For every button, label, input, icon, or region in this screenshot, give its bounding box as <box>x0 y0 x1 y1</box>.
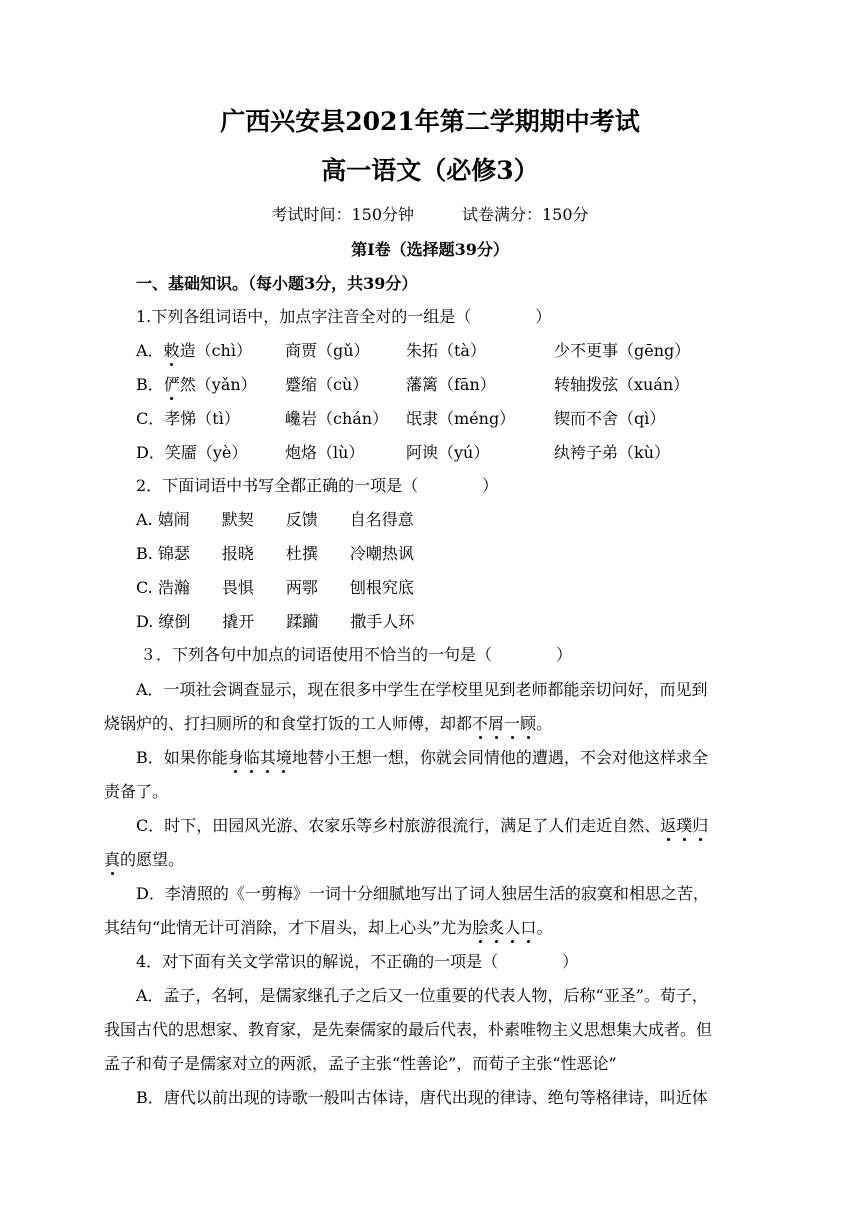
q4-option-a-line3: 孟子和荀子是儒家对立的两派，孟子主张“性善论”，而荀子主张“性恶论” <box>104 1054 617 1073</box>
exam-subtitle: 高一语文（必修3） <box>321 156 539 185</box>
q2-stem: 2．下面词语中书写全都正确的一项是（ ） <box>136 476 499 495</box>
q1-option-a-col4: 少不更事（gēng） <box>554 341 691 360</box>
q2-option-c: C. 浩瀚 畏惧 两鄂 刨根究底 <box>136 578 414 597</box>
q3-option-c-line2 <box>104 850 184 870</box>
sentence-text: 。 <box>536 714 553 733</box>
emphasis-char: 一 <box>504 714 521 733</box>
dotted-phrase: 真 <box>104 850 121 869</box>
q4-option-a-line2: 我国古代的思想家、教育家，是先秦儒家的最后代表，朴素唯物主义思想集大成者。但 <box>104 1020 713 1039</box>
q1-option-b-col1 <box>136 375 257 395</box>
q1-option-c-col2: 巉岩（chán） <box>285 409 389 428</box>
q2-option-d: D. 缭倒 撬开 蹂躏 撒手人环 <box>136 612 415 631</box>
dotted-phrase <box>472 714 536 733</box>
pinyin-text: 然（yǎn） <box>179 375 257 394</box>
pinyin-text: （tì） <box>196 409 240 428</box>
option-label: C． <box>136 409 165 428</box>
dotted-char: 敕 <box>163 341 180 360</box>
q3-option-c-line1 <box>136 816 708 836</box>
q1-option-a-col2: 商贾（gǔ） <box>285 341 370 360</box>
q3-option-d-line2 <box>104 918 552 938</box>
emphasis-char: 其 <box>259 748 276 767</box>
sentence-text: 烧锅炉的、打扫厕所的和食堂打饭的工人师傅，却都 <box>104 714 473 733</box>
q3-option-b-line1 <box>136 748 708 768</box>
emphasis-char: 境 <box>275 748 292 767</box>
emphasis-char: 人 <box>504 918 521 937</box>
q1-option-d-col4: 纨袴子弟（kù） <box>554 443 671 462</box>
q1-option-d-col1 <box>136 443 247 463</box>
sentence-text: C．时下，田园风光游、农家乐等乡村旅游很流行，满足了人们走近自然、 <box>136 816 661 835</box>
q4-stem: 4．对下面有关文学常识的解说，不正确的一项是（ ） <box>136 952 579 971</box>
option-label: A． <box>136 341 164 360</box>
volume-title: 第Ⅰ卷（选择题39分） <box>351 240 509 259</box>
q1-option-a-col3: 朱拓（tà） <box>406 341 486 360</box>
q1-option-b-col3: 藩篱（fān） <box>406 375 496 394</box>
q1-option-d-col3: 阿谀（yú） <box>406 443 490 462</box>
sentence-text: B．如果你能 <box>136 748 228 767</box>
q2-option-a: A. 嬉闹 默契 反馈 自名得意 <box>136 510 414 529</box>
pinyin-text: （yè） <box>196 443 248 462</box>
emphasis-char: 炙 <box>488 918 505 937</box>
option-label: D． <box>136 443 165 462</box>
q1-option-c-col4: 锲而不舍（qì） <box>554 409 666 428</box>
exam-title: 广西兴安县2021年第二学期期中考试 <box>220 107 640 136</box>
q4-option-a-line1: A．孟子，名轲，是儒家继孔子之后又一位重要的代表人物，后称“亚圣”。荀子， <box>136 986 708 1005</box>
emphasis-char: 口 <box>520 918 537 937</box>
q4-option-b-line1: B．唐代以前出现的诗歌一般叫古体诗，唐代出现的律诗、绝句等格律诗，叫近体 <box>136 1088 708 1107</box>
emphasis-char: 临 <box>243 748 260 767</box>
q2-option-b: B. 锦瑟 报晓 杜撰 冷嘲热讽 <box>136 544 414 563</box>
q1-option-b-col4: 转轴拨弦（xuán） <box>554 375 690 394</box>
q1-option-d-col2: 炮烙（lù） <box>285 443 365 462</box>
q1-stem: 1.下列各组词语中，加点字注音全对的一组是（ ） <box>136 307 552 326</box>
q3-stem: ３．下列各句中加点的词语使用不恰当的一句是（ ） <box>140 645 573 664</box>
q3-option-a-line1: A．一项社会调查显示，现在很多中学生在学校里见到老师都能亲切问好，而见到 <box>136 680 708 699</box>
sentence-text: 其结句“此情无计可消除，才下眉头，却上心头”尤为 <box>104 918 473 937</box>
emphasis-char: 不 <box>472 714 489 733</box>
sentence-text: 。 <box>536 918 553 937</box>
option-label: B． <box>136 375 164 394</box>
sentence-text: 地替小王想一想，你就会同情他的遭遇，不会对他这样求全 <box>291 748 708 767</box>
sentence-text: 的愿望。 <box>120 850 185 869</box>
emphasis-char: 顾 <box>520 714 537 733</box>
q1-option-c-col1 <box>136 409 240 429</box>
q3-option-b-line2: 责备了。 <box>104 782 169 801</box>
exam-info: 考试时间：150分钟 试卷满分：150分 <box>271 205 589 224</box>
emphasis-char: 璞 <box>676 816 693 835</box>
dotted-phrase <box>228 748 292 767</box>
q1-option-c-col3: 氓隶（méng） <box>406 409 516 428</box>
q1-option-b-col2: 蹙缩（cù） <box>285 375 369 394</box>
emphasis-char: 返 <box>660 816 677 835</box>
emphasis-char: 身 <box>227 748 244 767</box>
q3-option-d-line1: D．李清照的《一剪梅》一词十分细腻地写出了词人独居生活的寂寞和相思之苦， <box>136 884 709 903</box>
word-text: 笑靥 <box>164 443 197 462</box>
dotted-char: 俨 <box>163 375 180 394</box>
dotted-phrase <box>472 918 536 937</box>
section-heading: 一、基础知识。（每小题3分，共39分） <box>136 274 418 293</box>
emphasis-char: 屑 <box>488 714 505 733</box>
emphasis-char: 脍 <box>472 918 489 937</box>
word-text: 孝悌 <box>164 409 197 428</box>
q1-option-a-col1 <box>136 341 252 361</box>
dotted-phrase <box>660 816 708 835</box>
emphasis-char: 归 <box>692 816 709 835</box>
q3-option-a-line2 <box>104 714 552 734</box>
pinyin-text: 造（chì） <box>179 341 252 360</box>
